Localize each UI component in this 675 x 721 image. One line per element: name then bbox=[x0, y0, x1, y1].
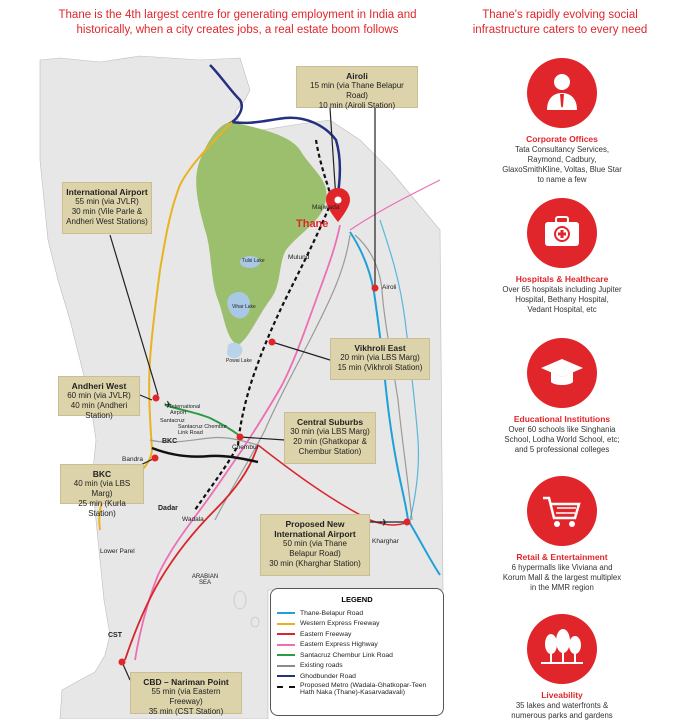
legend-title: LEGEND bbox=[341, 595, 373, 604]
feature-desc: Over 65 hospitals including Jupiter Hospital, Bethany Hospital, Vedant Hospital, etc bbox=[502, 285, 622, 314]
feature-title: Liveability bbox=[541, 690, 583, 700]
callout-line: 20 min (via LBS Marg) bbox=[340, 353, 420, 362]
legend-item bbox=[277, 650, 437, 661]
callout-central-suburbs bbox=[284, 412, 376, 464]
callout-line: 30 min (via LBS Marg) bbox=[290, 427, 370, 436]
feature-title: Hospitals & Healthcare bbox=[515, 274, 609, 284]
callout-title: Andheri West bbox=[71, 381, 127, 391]
callout-cbd bbox=[130, 672, 242, 714]
trees-icon bbox=[527, 614, 597, 684]
airoli-dot bbox=[372, 285, 379, 292]
feature-education bbox=[472, 338, 652, 455]
callout-line: 50 min (via Thane bbox=[283, 539, 347, 548]
feature-title: Educational Institutions bbox=[513, 414, 611, 424]
callout-title: Proposed New International Airport bbox=[274, 519, 356, 539]
santacruz-label: Santacruz bbox=[160, 418, 185, 424]
legend-swatch bbox=[277, 623, 295, 625]
callout-airoli bbox=[296, 66, 418, 108]
legend-swatch bbox=[277, 633, 295, 635]
feature-desc: Tata Consultancy Services, Raymond, Cadbury, GlaxoSmithKline, Voltas, Blue Star to name a few bbox=[502, 145, 622, 184]
legend-item bbox=[277, 608, 437, 619]
callout-line: 30 min (Vile Parle & bbox=[71, 207, 143, 216]
vikhroli-dot bbox=[269, 339, 276, 346]
tulsi-lake-label: Tulsi Lake bbox=[242, 258, 265, 264]
callout-title: International Airport bbox=[66, 187, 148, 197]
headline-left: Thane is the 4th largest centre for generating employment in India and historically, when a city creates jobs, a real estate boom follows bbox=[58, 9, 417, 36]
kharghar-label: Kharghar bbox=[372, 538, 399, 545]
airoli-label: Airoli bbox=[382, 284, 397, 291]
legend-item bbox=[277, 671, 437, 682]
shopping-cart-icon bbox=[527, 476, 597, 546]
legend-swatch bbox=[277, 665, 295, 667]
feature-title: Corporate Offices bbox=[526, 134, 598, 144]
legend-item bbox=[277, 682, 437, 700]
legend-label: Western Express Freeway bbox=[300, 620, 380, 628]
callout-new-airport bbox=[260, 514, 370, 576]
legend-item bbox=[277, 629, 437, 640]
callout-line: 10 min (Airoli Station) bbox=[318, 101, 396, 110]
andheri-dot bbox=[153, 395, 160, 402]
first-aid-kit-icon bbox=[527, 198, 597, 268]
callout-title: BKC bbox=[92, 469, 112, 479]
callout-line: 55 min (via JVLR) bbox=[75, 197, 139, 206]
thane-label: Thane bbox=[296, 218, 329, 230]
island bbox=[251, 617, 259, 627]
island bbox=[234, 591, 246, 609]
kharghar-dot bbox=[404, 519, 411, 526]
legend-label: Thane-Belapur Road bbox=[300, 609, 364, 617]
headline-right: Thane's rapidly evolving social infrastructure caters to every need bbox=[472, 9, 648, 36]
callout-bkc bbox=[60, 464, 144, 518]
legend-label: Eastern Freeway bbox=[300, 630, 352, 638]
legend-swatch bbox=[277, 612, 295, 614]
feature-retail bbox=[472, 476, 652, 593]
airplane-icon: ✈ bbox=[380, 518, 389, 529]
graduation-cap-icon bbox=[527, 338, 597, 408]
lower-parel-label: Lower Parel bbox=[100, 548, 135, 555]
legend-label: Eastern Express Highway bbox=[300, 641, 378, 649]
feature-desc: 6 hypermalls like Viviana and Korum Mall & the largest multiplex in the MMR region bbox=[502, 563, 622, 592]
callout-title: Vikhroli East bbox=[354, 343, 406, 353]
feature-liveability bbox=[472, 614, 652, 721]
feature-desc: Over 60 schools like Singhania School, Lodha World School, etc; and 5 professional colleges bbox=[504, 425, 620, 454]
legend-label: Ghodbunder Road bbox=[300, 672, 356, 680]
airplane-icon: ✈ bbox=[164, 400, 173, 411]
bandra-label: Bandra bbox=[122, 456, 143, 463]
legend-swatch bbox=[277, 686, 295, 688]
legend-swatch bbox=[277, 644, 295, 646]
corporate-office-icon bbox=[527, 58, 597, 128]
arabian-sea-label: ARABIAN SEA bbox=[191, 574, 219, 586]
chembur-dot bbox=[237, 434, 244, 441]
callout-line: 40 min (via LBS Marg) bbox=[73, 479, 131, 498]
legend-label: Santacruz Chembur Link Road bbox=[300, 651, 393, 659]
feature-corporate bbox=[472, 58, 652, 185]
callout-line: 25 min (Kurla Station) bbox=[78, 499, 126, 518]
legend-label: Proposed Metro (Wadala-Ghatkopar-Teen Hath Naka (Thane)-Kasarvadavali) bbox=[300, 681, 427, 696]
legend-label: Existing roads bbox=[300, 662, 343, 670]
callout-line: 15 min (via Thane Belapur Road) bbox=[310, 81, 404, 100]
majiwada-label: Majiwada bbox=[312, 204, 340, 211]
legend-item bbox=[277, 619, 437, 630]
callout-line: 60 min (via JVLR) bbox=[67, 391, 131, 400]
airport-label: International Airport bbox=[170, 404, 201, 416]
callout-line: Chembur Station) bbox=[298, 447, 362, 456]
callout-line: Andheri West Stations) bbox=[66, 217, 148, 226]
feature-title: Retail & Entertainment bbox=[516, 552, 608, 562]
callout-vikhroli bbox=[330, 338, 430, 380]
vihar-lake-label: Vihar Lake bbox=[232, 304, 256, 310]
callout-title: CBD – Nariman Point bbox=[143, 677, 229, 687]
wadala-label: Wadala bbox=[182, 516, 204, 523]
mulund-label: Mulund bbox=[288, 254, 310, 261]
callout-title: Central Suburbs bbox=[296, 417, 364, 427]
callout-title: Airoli bbox=[346, 71, 368, 81]
callout-line: 40 min (Andheri Station) bbox=[70, 401, 128, 420]
bkc-dot bbox=[152, 455, 159, 462]
callout-line: Belapur Road) bbox=[289, 549, 341, 558]
callout-line: 15 min (Vikhroli Station) bbox=[337, 363, 423, 372]
legend bbox=[270, 588, 444, 716]
legend-swatch bbox=[277, 654, 295, 656]
legend-swatch bbox=[277, 675, 295, 677]
callout-international-airport bbox=[62, 182, 152, 234]
cbd-dot bbox=[119, 659, 126, 666]
legend-item bbox=[277, 661, 437, 672]
legend-item bbox=[277, 640, 437, 651]
callout-line: 20 min (Ghatkopar & bbox=[293, 437, 367, 446]
scl-road-label: Santacruz Chembur Link Road bbox=[178, 424, 227, 436]
dadar-label: Dadar bbox=[158, 505, 178, 512]
callout-line: 30 min (Kharghar Station) bbox=[269, 559, 361, 568]
chembur-label: Chembur bbox=[232, 444, 259, 451]
callout-andheri bbox=[58, 376, 140, 420]
callout-line: 35 min (CST Station) bbox=[148, 707, 224, 716]
feature-hospitals bbox=[472, 198, 652, 315]
powai-lake-label: Powai Lake bbox=[226, 358, 252, 364]
bkc-label: BKC bbox=[162, 438, 178, 445]
callout-line: 55 min (via Eastern Freeway) bbox=[151, 687, 221, 706]
feature-desc: 35 lakes and waterfronts & numerous parks and gardens bbox=[511, 701, 613, 720]
cst-label: CST bbox=[108, 632, 122, 639]
